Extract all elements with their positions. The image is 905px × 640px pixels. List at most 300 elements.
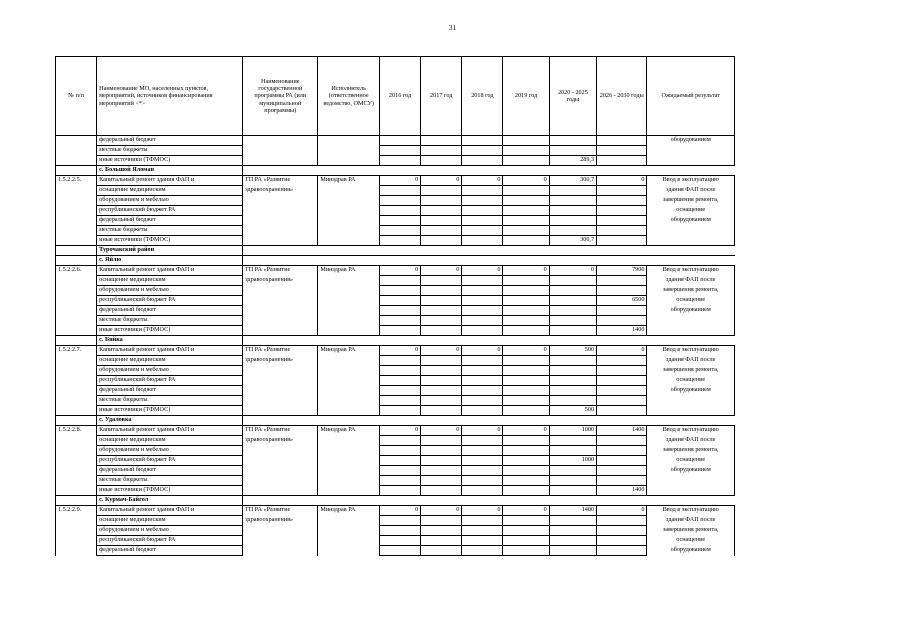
cell-2016 <box>380 526 421 536</box>
cell-num <box>56 486 97 496</box>
cell-executor: Минздрав РА <box>318 426 380 436</box>
cell-executor <box>318 466 380 476</box>
cell-program <box>243 536 318 546</box>
cell-2019 <box>503 136 549 146</box>
cell-2026-2030 <box>597 406 647 416</box>
cell-num <box>56 456 97 466</box>
cell-2018 <box>462 376 503 386</box>
cell-2018 <box>462 516 503 526</box>
cell-program <box>243 446 318 456</box>
table-row <box>56 386 735 396</box>
cell-2020-2025: 500 <box>549 406 596 416</box>
table-row <box>56 316 735 326</box>
cell-2017 <box>421 446 462 456</box>
cell-2016 <box>380 406 421 416</box>
cell-result: здания ФАП после <box>647 356 735 366</box>
cell-num <box>56 206 97 216</box>
empty-cell <box>318 166 380 176</box>
cell-2020-2025: 300,7 <box>549 176 596 186</box>
cell-name: федеральный бюджет <box>97 136 243 146</box>
cell-2018 <box>462 156 503 166</box>
cell-result: оборудованием <box>647 216 735 226</box>
table-row <box>56 236 735 246</box>
table-row <box>56 136 735 146</box>
cell-name: оборудованием и мебелью <box>97 286 243 296</box>
settlement-row <box>56 256 735 266</box>
cell-program: ГП РА «Развитие <box>243 506 318 516</box>
cell-2017 <box>421 536 462 546</box>
cell-2017 <box>421 476 462 486</box>
cell-result <box>647 486 735 496</box>
cell-name: республиканский бюджет РА <box>97 206 243 216</box>
cell-2026-2030 <box>597 536 647 546</box>
cell-2016: 0 <box>380 506 421 516</box>
cell-program <box>243 236 318 246</box>
cell-program <box>243 526 318 536</box>
cell-2020-2025 <box>549 446 596 456</box>
cell-program: здравоохранения» <box>243 356 318 366</box>
empty-cell <box>549 166 596 176</box>
cell-name: федеральный бюджет <box>97 466 243 476</box>
cell-2020-2025 <box>549 436 596 446</box>
cell-result: оборудованием <box>647 466 735 476</box>
header-2020-2025: 2020 - 2025 годы <box>549 57 596 136</box>
cell-name: федеральный бюджет <box>97 306 243 316</box>
empty-cell <box>318 256 380 266</box>
settlement-row <box>56 496 735 506</box>
empty-cell <box>503 336 549 346</box>
cell-2026-2030: 7900 <box>597 266 647 276</box>
cell-num <box>56 196 97 206</box>
header-name: Наименование МО, населенных пунктов, мероприятий, источников финансирования мероприятий <*> <box>97 57 243 136</box>
cell-2019 <box>503 286 549 296</box>
cell-2018 <box>462 286 503 296</box>
cell-name: Капитальный ремонт здания ФАП и <box>97 266 243 276</box>
cell-2018 <box>462 306 503 316</box>
cell-2026-2030 <box>597 236 647 246</box>
cell-2019 <box>503 216 549 226</box>
cell-2020-2025 <box>549 366 596 376</box>
empty-cell <box>380 336 421 346</box>
cell-executor <box>318 186 380 196</box>
cell-2016 <box>380 136 421 146</box>
cell-name: Капитальный ремонт здания ФАП и <box>97 426 243 436</box>
cell-2016 <box>380 296 421 306</box>
table-row <box>56 396 735 406</box>
cell-name: местные бюджеты <box>97 476 243 486</box>
cell-num: 1.5.2.2.7. <box>56 346 97 356</box>
cell-result <box>647 326 735 336</box>
cell-program <box>243 316 318 326</box>
cell-2016: 0 <box>380 426 421 436</box>
cell-2016: 0 <box>380 266 421 276</box>
cell-2017 <box>421 366 462 376</box>
cell-num <box>56 476 97 486</box>
cell-result: оснащение <box>647 456 735 466</box>
cell-2018 <box>462 476 503 486</box>
cell-2026-2030 <box>597 456 647 466</box>
cell-result: здания ФАП после <box>647 276 735 286</box>
table-row <box>56 146 735 156</box>
cell-2017 <box>421 156 462 166</box>
cell-program <box>243 396 318 406</box>
cell-num <box>56 406 97 416</box>
empty-cell <box>549 496 596 506</box>
cell-2017 <box>421 356 462 366</box>
cell-2018 <box>462 186 503 196</box>
cell-executor <box>318 516 380 526</box>
cell-result <box>647 406 735 416</box>
cell-num <box>56 166 97 176</box>
cell-program <box>243 306 318 316</box>
cell-2019 <box>503 526 549 536</box>
cell-2026-2030 <box>597 376 647 386</box>
cell-name: республиканский бюджет РА <box>97 296 243 306</box>
cell-executor <box>318 386 380 396</box>
empty-cell <box>549 246 596 256</box>
cell-num <box>56 416 97 426</box>
empty-cell <box>380 496 421 506</box>
cell-2017 <box>421 516 462 526</box>
cell-2020-2025 <box>549 186 596 196</box>
cell-executor <box>318 476 380 486</box>
cell-2016 <box>380 466 421 476</box>
cell-num <box>56 366 97 376</box>
cell-program: здравоохранения» <box>243 516 318 526</box>
cell-executor <box>318 136 380 146</box>
cell-result: Ввод в эксплуатацию <box>647 266 735 276</box>
cell-2017 <box>421 296 462 306</box>
empty-cell <box>462 166 503 176</box>
cell-2018 <box>462 436 503 446</box>
cell-name: федеральный бюджет <box>97 216 243 226</box>
cell-2017 <box>421 436 462 446</box>
cell-2019 <box>503 316 549 326</box>
table-row <box>56 226 735 236</box>
cell-2018 <box>462 456 503 466</box>
cell-program <box>243 326 318 336</box>
cell-2016 <box>380 286 421 296</box>
cell-2020-2025 <box>549 226 596 236</box>
cell-2017 <box>421 396 462 406</box>
empty-cell <box>421 256 462 266</box>
cell-2026-2030 <box>597 186 647 196</box>
settlement-name: с. Курмач-Байгол <box>97 496 243 506</box>
cell-2016 <box>380 306 421 316</box>
cell-result: оборудованием <box>647 546 735 556</box>
cell-name: оснащение медицинским <box>97 186 243 196</box>
table-row <box>56 376 735 386</box>
empty-cell <box>243 336 318 346</box>
cell-num <box>56 236 97 246</box>
cell-name: республиканский бюджет РА <box>97 376 243 386</box>
cell-2018 <box>462 276 503 286</box>
cell-2020-2025 <box>549 306 596 316</box>
cell-executor <box>318 226 380 236</box>
cell-2017 <box>421 546 462 556</box>
cell-2026-2030 <box>597 526 647 536</box>
cell-2016 <box>380 446 421 456</box>
settlement-name: с. Удаловка <box>97 416 243 426</box>
cell-num <box>56 216 97 226</box>
cell-2017 <box>421 216 462 226</box>
cell-2020-2025 <box>549 146 596 156</box>
cell-2020-2025 <box>549 376 596 386</box>
table-row <box>56 186 735 196</box>
cell-num <box>56 546 97 556</box>
table-row <box>56 486 735 496</box>
cell-executor <box>318 316 380 326</box>
cell-2026-2030 <box>597 476 647 486</box>
empty-cell <box>597 246 647 256</box>
cell-2018 <box>462 196 503 206</box>
cell-2026-2030 <box>597 306 647 316</box>
cell-2026-2030 <box>597 136 647 146</box>
cell-2019 <box>503 406 549 416</box>
cell-2026-2030 <box>597 516 647 526</box>
cell-name: иные источники (ТФМОС) <box>97 326 243 336</box>
cell-2020-2025 <box>549 326 596 336</box>
cell-2026-2030: 0 <box>597 346 647 356</box>
cell-executor <box>318 366 380 376</box>
cell-num <box>56 186 97 196</box>
measure-row <box>56 506 735 516</box>
cell-program <box>243 406 318 416</box>
cell-num <box>56 466 97 476</box>
empty-cell <box>421 246 462 256</box>
cell-program <box>243 546 318 556</box>
cell-program <box>243 146 318 156</box>
cell-name: иные источники (ТФМОС) <box>97 236 243 246</box>
cell-2018 <box>462 326 503 336</box>
cell-2020-2025 <box>549 296 596 306</box>
cell-2017 <box>421 486 462 496</box>
cell-executor <box>318 446 380 456</box>
cell-2020-2025 <box>549 316 596 326</box>
cell-2026-2030 <box>597 226 647 236</box>
cell-2020-2025 <box>549 486 596 496</box>
cell-2017 <box>421 456 462 466</box>
cell-program <box>243 286 318 296</box>
cell-executor: Минздрав РА <box>318 176 380 186</box>
cell-2018: 0 <box>462 176 503 186</box>
cell-result: Ввод в эксплуатацию <box>647 176 735 186</box>
cell-2018: 0 <box>462 266 503 276</box>
cell-2018 <box>462 206 503 216</box>
empty-cell <box>243 496 318 506</box>
cell-2020-2025 <box>549 516 596 526</box>
cell-program <box>243 206 318 216</box>
cell-program <box>243 136 318 146</box>
district-row <box>56 246 735 256</box>
cell-executor <box>318 526 380 536</box>
cell-2026-2030 <box>597 386 647 396</box>
cell-2026-2030 <box>597 216 647 226</box>
cell-2019 <box>503 376 549 386</box>
header-2019: 2019 год <box>503 57 549 136</box>
cell-2018 <box>462 386 503 396</box>
empty-cell <box>462 416 503 426</box>
cell-2017 <box>421 326 462 336</box>
cell-2020-2025 <box>549 196 596 206</box>
empty-cell <box>318 246 380 256</box>
cell-2018 <box>462 366 503 376</box>
cell-2016 <box>380 236 421 246</box>
cell-2020-2025: 500 <box>549 346 596 356</box>
cell-2017: 0 <box>421 176 462 186</box>
cell-2018 <box>462 546 503 556</box>
cell-executor <box>318 486 380 496</box>
cell-2017 <box>421 376 462 386</box>
cell-num <box>56 376 97 386</box>
measure-row <box>56 266 735 276</box>
empty-cell <box>647 416 735 426</box>
measure-row <box>56 176 735 186</box>
cell-num: 1.5.2.2.9. <box>56 506 97 516</box>
cell-2020-2025: 300,7 <box>549 236 596 246</box>
cell-2016 <box>380 516 421 526</box>
empty-cell <box>462 496 503 506</box>
cell-2017: 0 <box>421 426 462 436</box>
cell-program <box>243 296 318 306</box>
cell-2019 <box>503 146 549 156</box>
cell-2016 <box>380 386 421 396</box>
settlement-name: с. Яйлю <box>97 256 243 266</box>
cell-program <box>243 456 318 466</box>
cell-executor <box>318 156 380 166</box>
cell-executor <box>318 456 380 466</box>
cell-2019 <box>503 276 549 286</box>
empty-cell <box>318 416 380 426</box>
cell-2016 <box>380 216 421 226</box>
cell-2018: 0 <box>462 506 503 516</box>
cell-num <box>56 496 97 506</box>
cell-program <box>243 486 318 496</box>
cell-name: иные источники (ТФМОС) <box>97 156 243 166</box>
cell-name: Капитальный ремонт здания ФАП и <box>97 346 243 356</box>
cell-result: Ввод в эксплуатацию <box>647 426 735 436</box>
empty-cell <box>647 336 735 346</box>
empty-cell <box>647 166 735 176</box>
cell-2017 <box>421 146 462 156</box>
cell-executor <box>318 546 380 556</box>
cell-2017 <box>421 286 462 296</box>
empty-cell <box>597 416 647 426</box>
cell-2020-2025 <box>549 536 596 546</box>
empty-cell <box>549 336 596 346</box>
cell-2020-2025 <box>549 476 596 486</box>
cell-2018 <box>462 396 503 406</box>
cell-program <box>243 226 318 236</box>
cell-num <box>56 246 97 256</box>
cell-2019 <box>503 306 549 316</box>
cell-num <box>56 436 97 446</box>
cell-executor <box>318 406 380 416</box>
empty-cell <box>380 256 421 266</box>
cell-2026-2030 <box>597 546 647 556</box>
cell-2018 <box>462 216 503 226</box>
cell-2019: 0 <box>503 266 549 276</box>
cell-2019 <box>503 386 549 396</box>
cell-num <box>56 296 97 306</box>
cell-num <box>56 336 97 346</box>
cell-2026-2030 <box>597 366 647 376</box>
cell-executor <box>318 196 380 206</box>
table-row <box>56 216 735 226</box>
cell-2019: 0 <box>503 176 549 186</box>
cell-result: завершения ремонта, <box>647 286 735 296</box>
empty-cell <box>243 416 318 426</box>
cell-2018: 0 <box>462 346 503 356</box>
header-2016: 2016 год <box>380 57 421 136</box>
empty-cell <box>380 166 421 176</box>
empty-cell <box>597 166 647 176</box>
table-row <box>56 306 735 316</box>
cell-name: республиканский бюджет РА <box>97 536 243 546</box>
cell-num <box>56 536 97 546</box>
cell-2020-2025: 0 <box>549 266 596 276</box>
cell-num: 1.5.2.2.6. <box>56 266 97 276</box>
cell-program <box>243 366 318 376</box>
cell-2016 <box>380 476 421 486</box>
cell-2017: 0 <box>421 346 462 356</box>
cell-num: 1.5.2.2.5. <box>56 176 97 186</box>
cell-2016 <box>380 546 421 556</box>
cell-program <box>243 386 318 396</box>
table-row <box>56 516 735 526</box>
settlement-row <box>56 336 735 346</box>
table-row <box>56 546 735 556</box>
empty-cell <box>549 256 596 266</box>
cell-num <box>56 226 97 236</box>
cell-num <box>56 396 97 406</box>
cell-executor <box>318 286 380 296</box>
cell-name: оснащение медицинским <box>97 276 243 286</box>
cell-num: 1.5.2.2.8. <box>56 426 97 436</box>
cell-program <box>243 216 318 226</box>
cell-result: оборудованием <box>647 306 735 316</box>
table-row <box>56 276 735 286</box>
cell-result <box>647 396 735 406</box>
cell-num <box>56 526 97 536</box>
cell-result: здания ФАП после <box>647 516 735 526</box>
cell-num <box>56 446 97 456</box>
cell-num <box>56 146 97 156</box>
cell-num <box>56 386 97 396</box>
cell-result: Ввод в эксплуатацию <box>647 506 735 516</box>
cell-2020-2025: 1000 <box>549 456 596 466</box>
empty-cell <box>421 496 462 506</box>
cell-num <box>56 286 97 296</box>
cell-result: завершения ремонта, <box>647 446 735 456</box>
cell-2020-2025 <box>549 216 596 226</box>
cell-2018 <box>462 316 503 326</box>
empty-cell <box>243 256 318 266</box>
measure-row <box>56 346 735 356</box>
cell-num <box>56 306 97 316</box>
cell-2016 <box>380 186 421 196</box>
empty-cell <box>647 496 735 506</box>
empty-cell <box>597 496 647 506</box>
cell-2020-2025 <box>549 396 596 406</box>
cell-2026-2030 <box>597 446 647 456</box>
cell-2026-2030 <box>597 156 647 166</box>
cell-executor: Минздрав РА <box>318 506 380 516</box>
cell-result <box>647 146 735 156</box>
cell-num <box>56 316 97 326</box>
cell-2016 <box>380 436 421 446</box>
empty-cell <box>243 246 318 256</box>
